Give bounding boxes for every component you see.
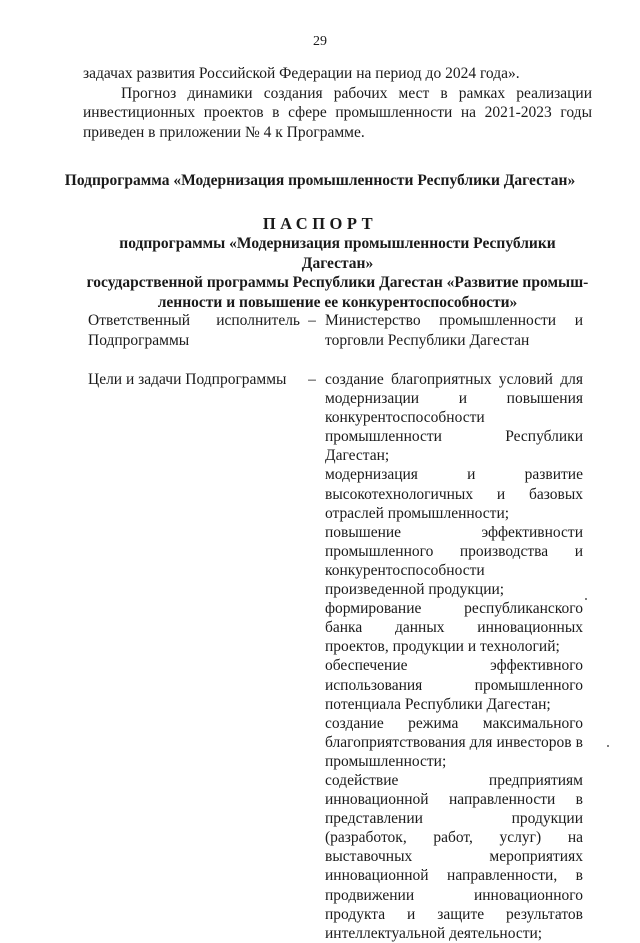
goal-item: обеспечение эффективного использования промышленного потенциала Республики Дагестан; xyxy=(325,657,583,713)
intro-paragraph: Прогноз динамики создания рабочих мест в рамках реализации инвестиционных проектов в сфере промышленности на 2021-2023 годы приведен в приложении № 4 к Программе. xyxy=(83,84,592,141)
passport-subtitle-line: государственной программы Республики Дагестан «Развитие промыш- xyxy=(86,274,589,291)
row-label-word: Ответственный xyxy=(88,312,191,329)
goals-list xyxy=(325,370,583,943)
goal-item: создание благоприятных условий для модернизации и повышения конкурентоспособности промышленности Республики Дагестан; xyxy=(325,371,583,465)
row-label-line xyxy=(88,311,300,331)
goal-item: модернизация и развитие высокотехнологичных и базовых отраслей промышленности; xyxy=(325,466,583,522)
scan-speck xyxy=(585,598,587,600)
intro-line: задачах развития Российской Федерации на период до 2024 года». xyxy=(83,65,520,82)
row-dash: – xyxy=(308,312,316,329)
passport-subtitle-line: подпрограммы «Модернизация промышленности Республики Дагестан» xyxy=(119,235,556,272)
row-label: Цели и задачи Подпрограммы xyxy=(88,371,287,388)
passport-heading: ПАСПОРТ xyxy=(262,214,378,233)
subprogram-title: Подпрограмма «Модернизация промышленности Республики Дагестан» xyxy=(64,172,576,189)
row-label-line: Подпрограммы xyxy=(88,331,190,349)
row-label xyxy=(88,311,300,350)
passport-subtitle-line: ленности и повышение ее конкурентоспособности» xyxy=(157,293,518,311)
passport-subtitle xyxy=(83,234,592,312)
row-value: Министерство промышленности и торговли Республики Дагестан xyxy=(325,312,583,349)
intro-text xyxy=(83,64,592,142)
row-label-word: исполнитель xyxy=(216,312,300,329)
goal-item: содействие предприятиям инновационной направленности в представлении продукции (разработок, работ, услуг) на выставочных мероприятиях инновационной направленности, в продвижении инновационного продукта и защите результатов интеллектуальной деятельности; xyxy=(325,771,583,942)
goal-item: повышение эффективности промышленного производства и конкурентоспособности произведенной продукции; xyxy=(325,523,583,599)
goal-item: создание режима максимального благоприятствования для инвесторов в промышленности; xyxy=(325,714,583,770)
scan-speck xyxy=(607,745,609,747)
goal-item: формирование республиканского банка данных инновационных проектов, продукции и технологий; xyxy=(325,600,583,656)
page-number: 29 xyxy=(313,34,327,49)
row-dash: – xyxy=(308,371,316,388)
